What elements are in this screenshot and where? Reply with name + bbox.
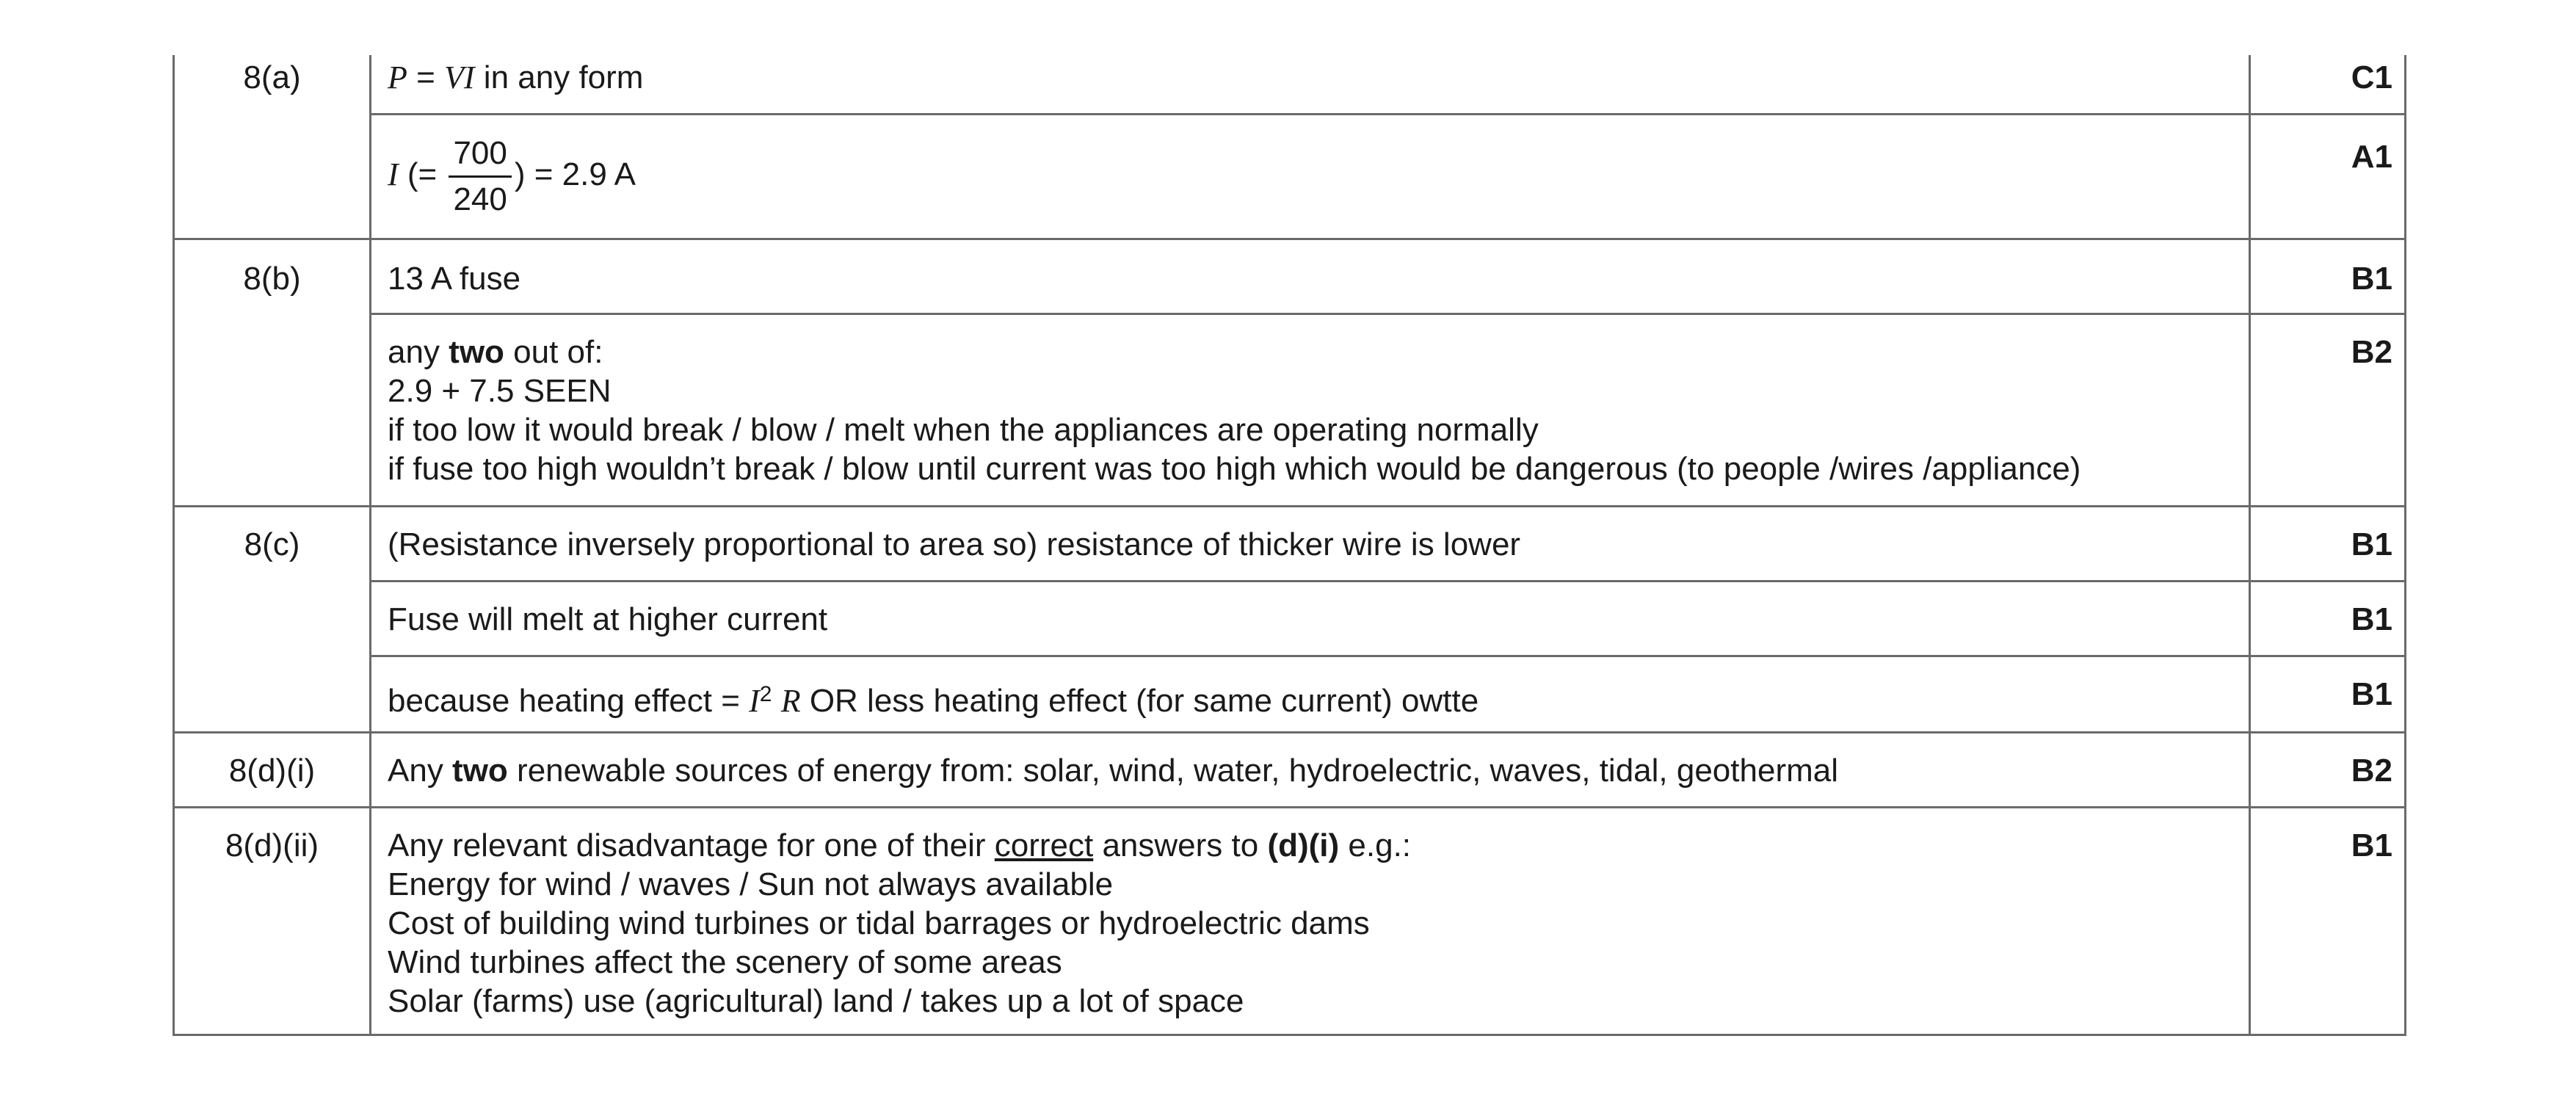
mark-cell: A1	[2250, 114, 2406, 239]
answer-line: if fuse too high wouldn’t break / blow until current was too high which would be dangerous (to people /wires /appliance)	[388, 450, 2081, 487]
text-segment: out of:	[504, 333, 603, 370]
text-segment: renewable sources of energy from: solar, wind, water, hydroelectric, waves, tidal, geothermal	[507, 752, 1838, 789]
question-number: 8(b)	[174, 239, 371, 506]
bold-text: two	[449, 333, 504, 370]
question-number: 8(a)	[174, 55, 371, 239]
text-segment: Any relevant disadvantage for one of their	[388, 827, 995, 863]
mark-cell: B2	[2250, 732, 2406, 807]
fraction-denominator: 240	[453, 181, 507, 217]
answer-cell	[371, 55, 2250, 114]
answer-text: 13 A fuse	[388, 260, 521, 297]
mark-cell: B1	[2250, 506, 2406, 581]
question-number: 8(d)(ii)	[174, 807, 371, 1035]
answer-line	[388, 333, 2249, 372]
table-row	[174, 55, 2406, 114]
mark-cell: B1	[2250, 239, 2406, 314]
text-segment: because heating effect =	[388, 682, 750, 719]
answer-line: Energy for wind / waves / Sun not always available	[388, 866, 1114, 902]
table-row	[174, 314, 2406, 506]
fraction-numerator: 700	[449, 131, 511, 178]
table-row	[174, 506, 2406, 581]
mark-cell: B1	[2250, 656, 2406, 732]
bold-text: (d)(i)	[1267, 827, 1340, 863]
mark-cell: C1	[2250, 55, 2406, 114]
question-number: 8(d)(i)	[174, 732, 371, 807]
table-row	[174, 581, 2406, 656]
answer-cell	[371, 581, 2250, 656]
bold-text: two	[452, 752, 508, 789]
text-segment: any	[388, 333, 449, 370]
answer-text: in any form	[474, 59, 644, 95]
answer-line: if too low it would break / blow / melt when the appliances are operating normally	[388, 411, 1539, 448]
table-row	[174, 732, 2406, 807]
answer-line: Wind turbines affect the scenery of some areas	[388, 943, 1062, 980]
equals-text: =	[407, 59, 445, 95]
mark-cell: B1	[2250, 581, 2406, 656]
answer-cell	[371, 114, 2250, 239]
paren-open: (=	[398, 156, 446, 192]
question-number: 8(c)	[174, 506, 371, 732]
text-segment: answers to	[1093, 827, 1268, 863]
mark-cell: B2	[2250, 314, 2406, 506]
answer-cell	[371, 506, 2250, 581]
answer-cell	[371, 314, 2250, 506]
answer-cell	[371, 807, 2250, 1035]
text-segment: OR less heating effect (for same current) owtte	[800, 682, 1479, 719]
underlined-text: correct	[994, 827, 1094, 863]
table-row	[174, 656, 2406, 732]
mark-cell: B1	[2250, 807, 2406, 1035]
var-i: I	[388, 156, 399, 192]
answer-line: Solar (farms) use (agricultural) land / takes up a lot of space	[388, 982, 1244, 1019]
answer-cell	[371, 239, 2250, 314]
answer-line: 2.9 + 7.5 SEEN	[388, 372, 612, 409]
text-segment: e.g.:	[1339, 827, 1412, 863]
answer-line: Cost of building wind turbines or tidal barrages or hydroelectric dams	[388, 905, 1370, 941]
exponent: 2	[759, 681, 772, 706]
table-row	[174, 114, 2406, 239]
var-p: P	[388, 59, 407, 95]
answer-text: Fuse will melt at higher current	[388, 601, 828, 637]
text-segment: Any	[388, 752, 453, 789]
var-i: I	[749, 682, 760, 719]
var-vi: VI	[444, 59, 475, 95]
answer-cell	[371, 732, 2250, 807]
table-row	[174, 239, 2406, 314]
result-text: ) = 2.9 A	[514, 156, 636, 192]
var-r: R	[780, 682, 801, 719]
table-row	[174, 807, 2406, 1035]
fraction	[449, 131, 511, 222]
mark-scheme-table	[173, 55, 2406, 1036]
answer-line	[388, 826, 2249, 865]
answer-cell	[371, 656, 2250, 732]
answer-text: (Resistance inversely proportional to area so) resistance of thicker wire is lower	[388, 526, 1521, 562]
